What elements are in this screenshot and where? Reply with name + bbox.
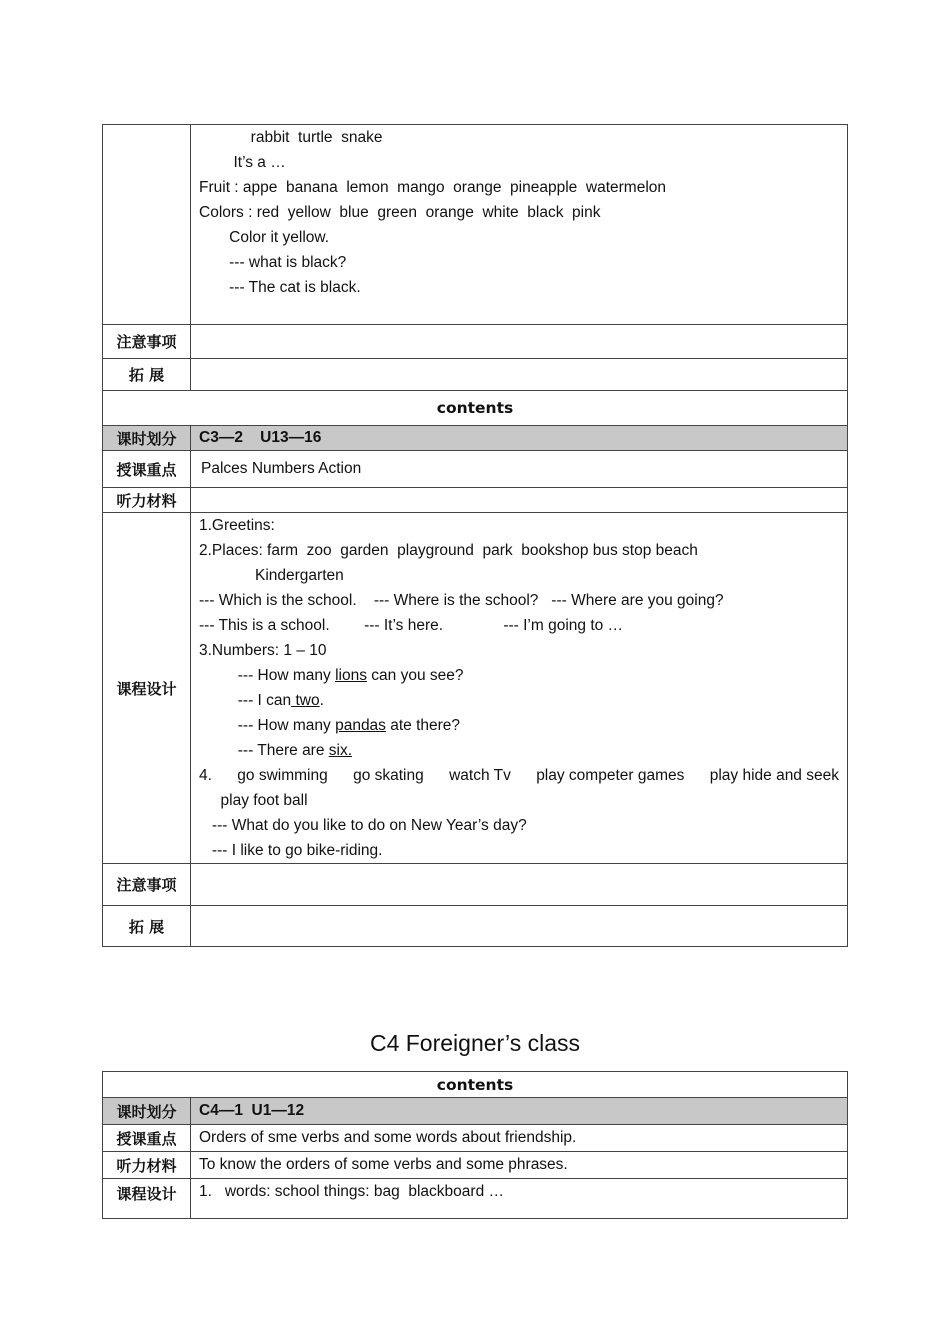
text: can you see? [366, 667, 464, 684]
activity: play hide and seek [709, 767, 839, 784]
vocab-cell [191, 125, 848, 325]
text: . [319, 692, 324, 709]
underlined-word: six. [328, 742, 353, 759]
text: ate there? [385, 717, 461, 734]
lesson-table-c3-2 [102, 390, 848, 947]
design-line: --- This is a school. --- It’s here. --- I’m going to … [199, 617, 624, 634]
design-line [199, 688, 847, 713]
design-line: --- I like to go bike-riding. [199, 842, 383, 859]
extend-label: 拓 展 [103, 906, 191, 947]
notes-label: 注意事项 [103, 864, 191, 906]
text: --- How many [199, 667, 336, 684]
activity: play competer games [536, 767, 685, 784]
extend-value [191, 906, 848, 947]
design-cell [191, 513, 848, 864]
focus-label: 授课重点 [103, 1125, 191, 1152]
contents-header: contents [103, 1072, 848, 1098]
vocab-line: Color it yellow. [199, 229, 330, 246]
underlined-word: pandas [335, 717, 386, 734]
contents-header: contents [103, 391, 848, 426]
listening-value: To know the orders of some verbs and some phrases. [191, 1152, 848, 1179]
underlined-word: two [291, 692, 320, 709]
design-label: 课程设计 [103, 513, 191, 864]
focus-value: Orders of sme verbs and some words about friendship. [191, 1125, 848, 1152]
notes-label: 注意事项 [103, 325, 191, 359]
period-label: 课时划分 [103, 426, 191, 451]
design-line-activities [199, 763, 847, 788]
vocab-line: Colors : red yellow blue green orange white black pink [199, 204, 601, 221]
design-line [199, 713, 847, 738]
extend-value [191, 359, 848, 391]
lesson-table-continued [102, 124, 848, 391]
activity: go swimming [237, 767, 328, 784]
listening-value [191, 488, 848, 513]
design-line: play foot ball [199, 792, 308, 809]
design-line: 2.Places: farm zoo garden playground park bookshop bus stop beach [199, 542, 698, 559]
vocab-line: rabbit turtle snake [199, 129, 383, 146]
design-line: --- Which is the school. --- Where is the school? --- Where are you going? [199, 592, 724, 609]
period-label: 课时划分 [103, 1098, 191, 1125]
design-line: Kindergarten [199, 567, 344, 584]
activity: go skating [353, 767, 424, 784]
vocab-line: It’s a … [199, 154, 286, 171]
activity: watch Tv [449, 767, 511, 784]
design-line [199, 663, 847, 688]
list-number: 4. [199, 767, 212, 784]
empty-label-cell [103, 125, 191, 325]
design-value: 1. words: school things: bag blackboard … [191, 1179, 848, 1219]
notes-value [191, 864, 848, 906]
vocab-line: Fruit : appe banana lemon mango orange pineapple watermelon [199, 179, 667, 196]
focus-value: Palces Numbers Action [191, 451, 848, 488]
period-value: C4—1 U1—12 [191, 1098, 848, 1125]
extend-label: 拓 展 [103, 359, 191, 391]
design-line: --- What do you like to do on New Year’s day? [199, 817, 527, 834]
section-title: C4 Foreigner’s class [369, 1030, 581, 1056]
vocab-line: --- The cat is black. [199, 279, 361, 296]
focus-label: 授课重点 [103, 451, 191, 488]
design-label: 课程设计 [103, 1179, 191, 1219]
design-line [199, 738, 847, 763]
listening-label: 听力材料 [103, 1152, 191, 1179]
lesson-table-c4-1 [102, 1071, 848, 1219]
vocab-line: --- what is black? [199, 254, 347, 271]
notes-value [191, 325, 848, 359]
underlined-word: lions [335, 667, 367, 684]
text: --- There are [199, 742, 329, 759]
text: --- I can [199, 692, 292, 709]
listening-label: 听力材料 [103, 488, 191, 513]
design-line: 3.Numbers: 1 – 10 [199, 642, 327, 659]
design-line: 1.Greetins: [199, 517, 275, 534]
text: --- How many [199, 717, 336, 734]
period-value: C3—2 U13—16 [191, 426, 848, 451]
